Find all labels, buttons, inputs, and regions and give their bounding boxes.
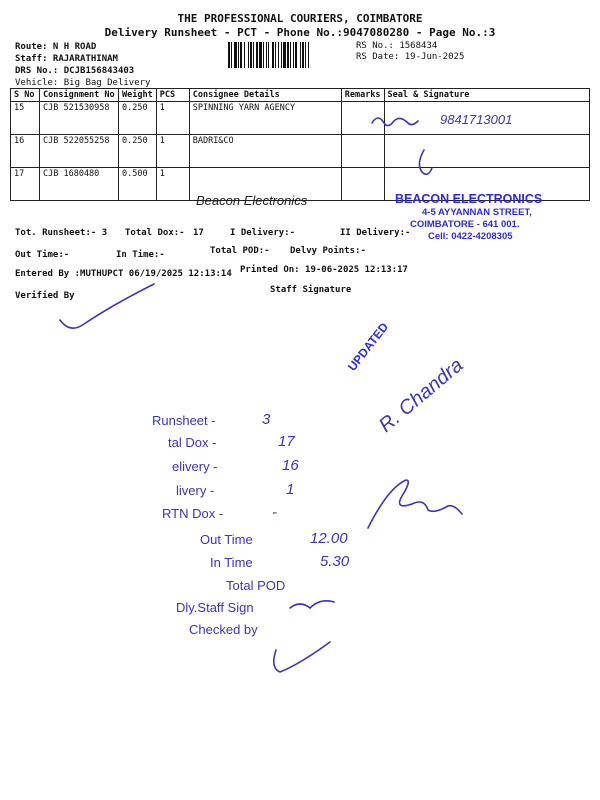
handwritten-summary-label: Total POD xyxy=(226,578,286,593)
out-time-label: Out Time:- xyxy=(15,250,70,260)
row-weight: 0.250 xyxy=(119,102,157,135)
col-consignee: Consignee Details xyxy=(189,89,341,102)
handwritten-summary-label: Out Time xyxy=(200,532,253,547)
total-pod-label: Total POD:- xyxy=(210,246,270,256)
staff-signature-label: Staff Signature xyxy=(270,285,352,295)
route-label: Route: N H ROAD xyxy=(15,42,97,52)
handwritten-summary-label: Dly.Staff Sign xyxy=(176,600,254,615)
handwritten-summary-value: 3 xyxy=(262,411,271,428)
handwritten-summary-value: 16 xyxy=(282,457,299,474)
row-weight: 0.500 xyxy=(119,168,157,201)
handwritten-signature-name: R. Chandra xyxy=(375,354,468,437)
row16-signature xyxy=(419,150,432,174)
row-weight: 0.250 xyxy=(119,135,157,168)
handwritten-summary-value: 17 xyxy=(278,433,295,450)
handwritten-summary-label: RTN Dox - xyxy=(162,506,224,521)
row-consignee: BADRI&CO xyxy=(189,135,341,168)
col-remarks: Remarks xyxy=(341,89,384,102)
verified-check-stroke xyxy=(60,284,154,328)
total-dox-label: Total Dox:- xyxy=(125,228,185,238)
delvy-points-label: Delvy Points:- xyxy=(290,246,366,256)
col-sno: S No xyxy=(11,89,40,102)
row15-signature xyxy=(372,118,418,126)
handwritten-summary-label: Runsheet - xyxy=(152,413,216,428)
stamp-line3: COIMBATORE - 641 001. xyxy=(410,219,520,230)
row-consignment: CJB 522055258 xyxy=(40,135,119,168)
updated-stamp: UPDATED xyxy=(345,319,392,374)
row-sno: 15 xyxy=(11,102,40,135)
col-seal-signature: Seal & Signature xyxy=(384,89,589,102)
row-sno: 17 xyxy=(11,168,40,201)
runsheet-subtitle: Delivery Runsheet - PCT - Phone No.:9047080280 - Page No.:3 xyxy=(104,26,496,39)
row-pcs: 1 xyxy=(156,102,189,135)
drs-label: DRS No.: DCJB156843403 xyxy=(15,66,135,76)
checked-by-stroke xyxy=(274,642,330,672)
col-weight: Weight xyxy=(119,89,157,102)
stamp-line1: BEACON ELECTRONICS xyxy=(395,192,543,206)
handwritten-summary-value: 5.30 xyxy=(320,553,350,570)
handwritten-summary-label: livery - xyxy=(176,483,215,498)
entered-by: Entered By :MUTHUPCT 06/19/2025 12:13:14 xyxy=(15,269,232,279)
handwritten-summary-value: - xyxy=(272,504,277,521)
row-consignee: SPINNING YARN AGENCY xyxy=(189,102,341,135)
verified-by-label: Verified By xyxy=(15,291,75,301)
handwritten-summary-label: Checked by xyxy=(189,622,258,637)
ii-delivery-label: II Delivery:- xyxy=(340,228,411,238)
total-dox-value: 17 xyxy=(193,228,204,238)
row15-handwritten-phone: 9841713001 xyxy=(440,112,513,127)
company-title: THE PROFESSIONAL COURIERS, COIMBATORE xyxy=(177,12,423,25)
handwritten-summary-label: In Time xyxy=(210,555,253,570)
handwritten-summary-value: 1 xyxy=(286,481,295,498)
row-pcs: 1 xyxy=(156,168,189,201)
printed-on: Printed On: 19-06-2025 12:13:17 xyxy=(240,265,408,275)
row17-handwritten-consignee: Beacon Electronics xyxy=(196,193,308,208)
in-time-label: In Time:- xyxy=(116,250,165,260)
i-delivery-label: I Delivery:- xyxy=(230,228,296,238)
rs-number: RS No.: 1568434 xyxy=(356,41,438,51)
row-pcs: 1 xyxy=(156,135,189,168)
staff-label: Staff: RAJARATHINAM xyxy=(15,54,118,64)
stamp-line4: Cell: 0422-4208305 xyxy=(428,231,513,242)
tot-runsheet: Tot. Runsheet:- 3 xyxy=(15,228,108,238)
handwritten-summary-label: tal Dox - xyxy=(168,435,217,450)
row-consignment: CJB 521530958 xyxy=(40,102,119,135)
row-consignment: CJB 1680480 xyxy=(40,168,119,201)
handwritten-summary-value: 12.00 xyxy=(310,530,348,547)
middle-signature xyxy=(368,480,462,528)
dly-staff-sign-stroke xyxy=(290,601,334,608)
col-pcs: PCS xyxy=(156,89,189,102)
handwritten-summary-label: elivery - xyxy=(172,459,218,474)
row-sno: 16 xyxy=(11,135,40,168)
col-consignment: Consignment No xyxy=(40,89,119,102)
stamp-line2: 4-5 AYYANNAN STREET, xyxy=(422,207,532,218)
vehicle-label: Vehicle: Big Bag Delivery xyxy=(15,78,151,88)
rs-date: RS Date: 19-Jun-2025 xyxy=(356,52,465,62)
